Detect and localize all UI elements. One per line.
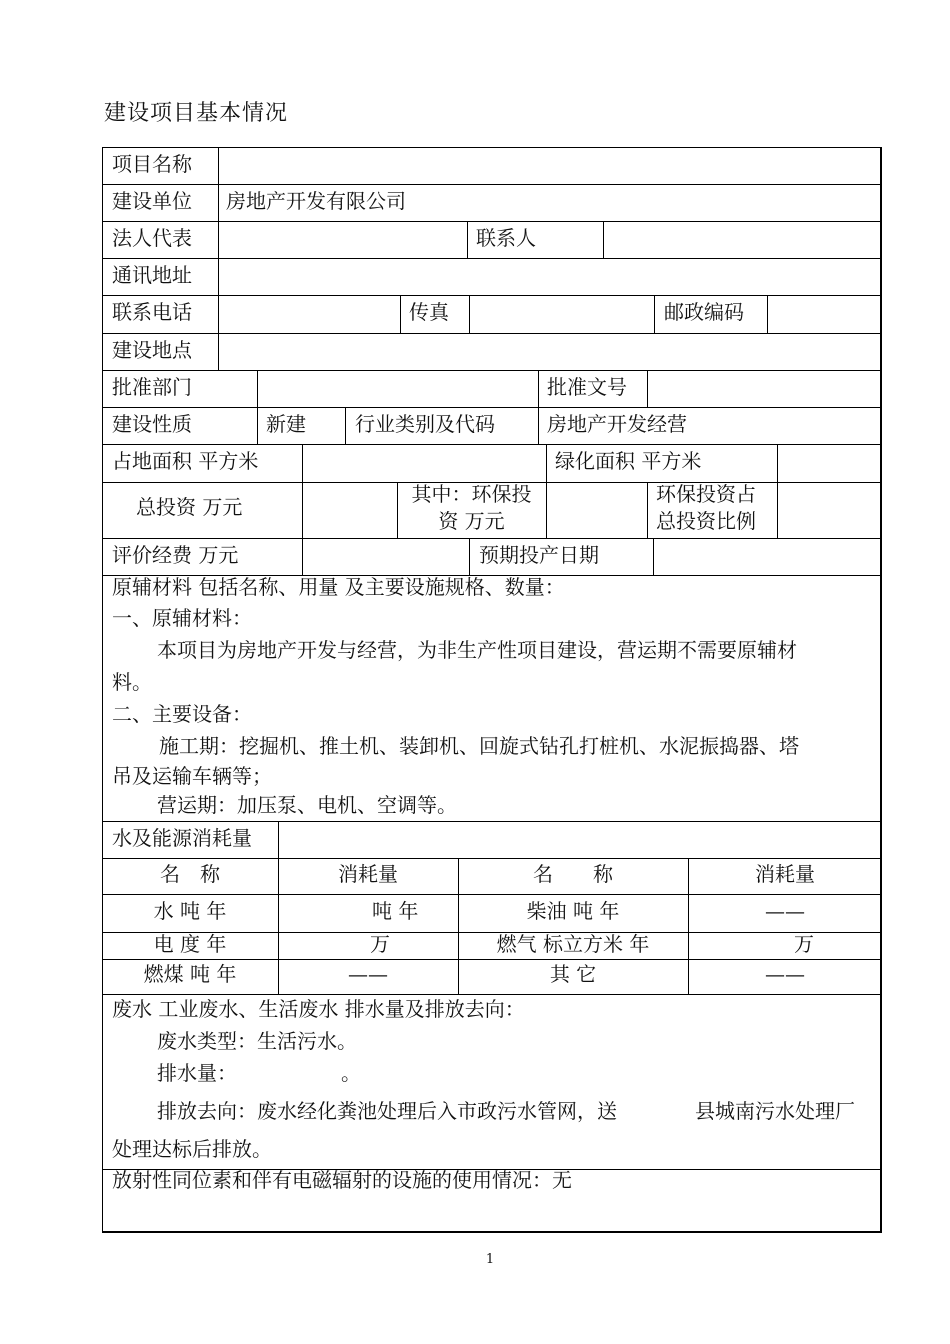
env-investment-label-2: 资 万元 xyxy=(438,509,505,533)
energy-header-amount-1: 消耗量 xyxy=(338,862,398,886)
wastewater-destination-2: 县城南污水处理厂 xyxy=(695,1099,855,1123)
equipment-text-1: 施工期：挖掘机、推土机、装卸机、回旋式钻孔打桩机、水泥振捣器、塔 xyxy=(159,734,799,758)
assessment-label: 评价经费 万元 xyxy=(112,543,239,567)
postcode-label: 邮政编码 xyxy=(664,300,744,324)
area-label: 占地面积 平方米 xyxy=(112,449,259,473)
materials-text-1: 本项目为房地产开发与经营，为非生产性项目建设，营运期不需要原辅材 xyxy=(157,638,797,662)
address-label: 通讯地址 xyxy=(112,263,192,287)
energy-heading: 水及能源消耗量 xyxy=(112,826,252,850)
project-name-label: 项目名称 xyxy=(112,152,192,176)
wastewater-amount-label: 排水量： xyxy=(157,1061,237,1085)
wastewater-type: 废水类型：生活污水。 xyxy=(157,1029,357,1053)
equipment-section: 二、主要设备： xyxy=(112,702,252,726)
wastewater-amount-end: 。 xyxy=(341,1061,361,1085)
energy-row-diesel-name: 柴油 吨 年 xyxy=(526,899,620,923)
energy-header-name-2: 名 称 xyxy=(533,862,613,886)
materials-text-2: 料。 xyxy=(112,670,152,694)
wastewater-heading: 废水 工业废水、生活废水 排水量及排放去向： xyxy=(112,997,525,1021)
site-label: 建设地点 xyxy=(112,338,192,362)
energy-row-power-amount: 万 xyxy=(370,932,390,956)
energy-row-other-amount: —— xyxy=(765,962,805,986)
approval-doc-label: 批准文号 xyxy=(547,375,627,399)
builder-value: 房地产开发有限公司 xyxy=(226,189,406,213)
env-ratio-label-2: 总投资比例 xyxy=(656,509,756,533)
industry-label: 行业类别及代码 xyxy=(355,412,495,436)
builder-label: 建设单位 xyxy=(112,189,192,213)
energy-header-amount-2: 消耗量 xyxy=(755,862,815,886)
green-area-label: 绿化面积 平方米 xyxy=(555,449,702,473)
page-number: 1 xyxy=(485,1252,495,1267)
energy-row-coal-name: 燃煤 吨 年 xyxy=(143,962,237,986)
env-investment-label-1: 其中：环保投 xyxy=(411,482,532,506)
radiation-text: 放射性同位素和伴有电磁辐射的设施的使用情况：无 xyxy=(112,1168,572,1192)
equipment-text-3: 营运期：加压泵、电机、空调等。 xyxy=(157,793,457,817)
energy-row-gas-amount: 万 xyxy=(794,932,814,956)
materials-section-1: 一、原辅材料： xyxy=(112,606,252,630)
industry-value: 房地产开发经营 xyxy=(547,412,687,436)
wastewater-destination-1: 排放去向：废水经化粪池处理后入市政污水管网，送 xyxy=(157,1099,617,1123)
energy-row-water-name: 水 吨 年 xyxy=(153,899,227,923)
energy-row-gas-name: 燃气 标立方米 年 xyxy=(496,932,650,956)
energy-row-diesel-amount: —— xyxy=(765,899,805,923)
wastewater-destination-3: 处理达标后排放。 xyxy=(112,1137,272,1161)
energy-header-name-1: 名 称 xyxy=(160,862,220,886)
materials-heading: 原辅材料 包括名称、用量 及主要设施规格、数量： xyxy=(112,575,565,599)
nature-value: 新建 xyxy=(266,412,306,436)
energy-row-power-name: 电 度 年 xyxy=(153,932,227,956)
legal-rep-label: 法人代表 xyxy=(112,226,192,250)
energy-row-water-amount: 吨 年 xyxy=(372,899,419,923)
energy-row-other-name: 其 它 xyxy=(549,962,597,986)
page-title: 建设项目基本情况 xyxy=(104,101,289,126)
approval-dept-label: 批准部门 xyxy=(112,375,192,399)
contact-label: 联系人 xyxy=(476,226,536,250)
nature-label: 建设性质 xyxy=(112,412,192,436)
env-ratio-label-1: 环保投资占 xyxy=(656,482,756,506)
production-date-label: 预期投产日期 xyxy=(479,543,599,567)
energy-row-coal-amount: —— xyxy=(348,962,388,986)
equipment-text-2: 吊及运输车辆等； xyxy=(112,764,272,788)
investment-label: 总投资 万元 xyxy=(136,495,243,519)
fax-label: 传真 xyxy=(409,300,449,324)
phone-label: 联系电话 xyxy=(112,300,192,324)
